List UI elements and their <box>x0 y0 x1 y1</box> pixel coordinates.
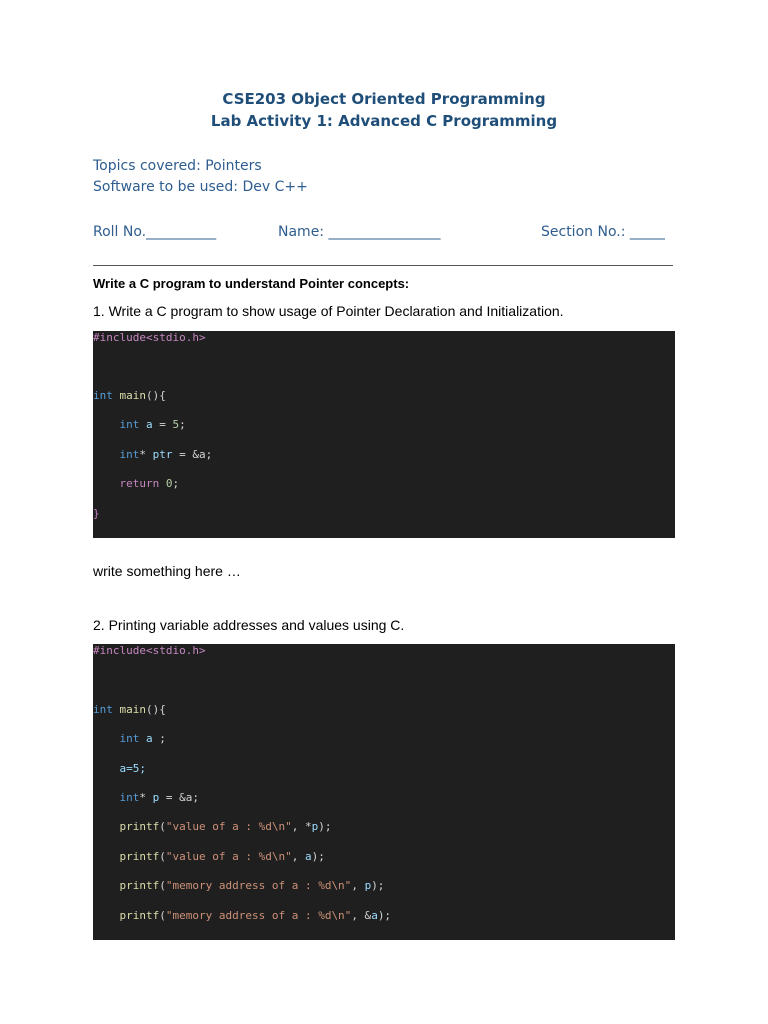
code-line: #include<stdio.h> <box>93 644 206 657</box>
code-line: printf("memory address of a : %d\n", p); <box>119 879 385 892</box>
section-heading: Write a C program to understand Pointer concepts: <box>93 276 410 291</box>
document-subtitle: Lab Activity 1: Advanced C Programming <box>210 112 558 130</box>
answer-placeholder[interactable]: write something here … <box>93 563 241 579</box>
roll-number-field[interactable]: Roll No.__________ <box>93 224 217 240</box>
code-line: int a ; <box>119 732 166 745</box>
code-line: a=5; <box>119 762 146 775</box>
code-line: int main(){ <box>93 389 166 402</box>
code-line: int a = 5; <box>119 418 186 431</box>
code-line: printf("value of a : %d\n", a); <box>119 850 325 863</box>
name-field[interactable]: Name: ________________ <box>278 224 441 240</box>
software-used: Software to be used: Dev C++ <box>93 179 308 195</box>
code-line: printf("memory address of a : %d\n", &a); <box>119 909 392 922</box>
section-number-field[interactable]: Section No.: _____ <box>541 224 665 240</box>
code-line: return 0; <box>119 477 180 490</box>
code-block-2 <box>93 644 675 940</box>
code-line: int* p = &a; <box>119 791 199 804</box>
question-1-prompt: 1. Write a C program to show usage of Pointer Declaration and Initialization. <box>93 303 564 319</box>
topics-covered: Topics covered: Pointers <box>93 158 262 174</box>
code-block-1 <box>93 331 675 538</box>
code-line: int* ptr = &a; <box>119 448 213 461</box>
code-line: #include<stdio.h> <box>93 331 206 344</box>
code-line: int main(){ <box>93 703 166 716</box>
code-line: } <box>93 507 100 520</box>
question-2-prompt: 2. Printing variable addresses and values using C. <box>93 617 405 633</box>
divider <box>93 265 673 266</box>
code-line: printf("value of a : %d\n", *p); <box>119 820 332 833</box>
document-title: CSE203 Object Oriented Programming <box>222 90 546 108</box>
